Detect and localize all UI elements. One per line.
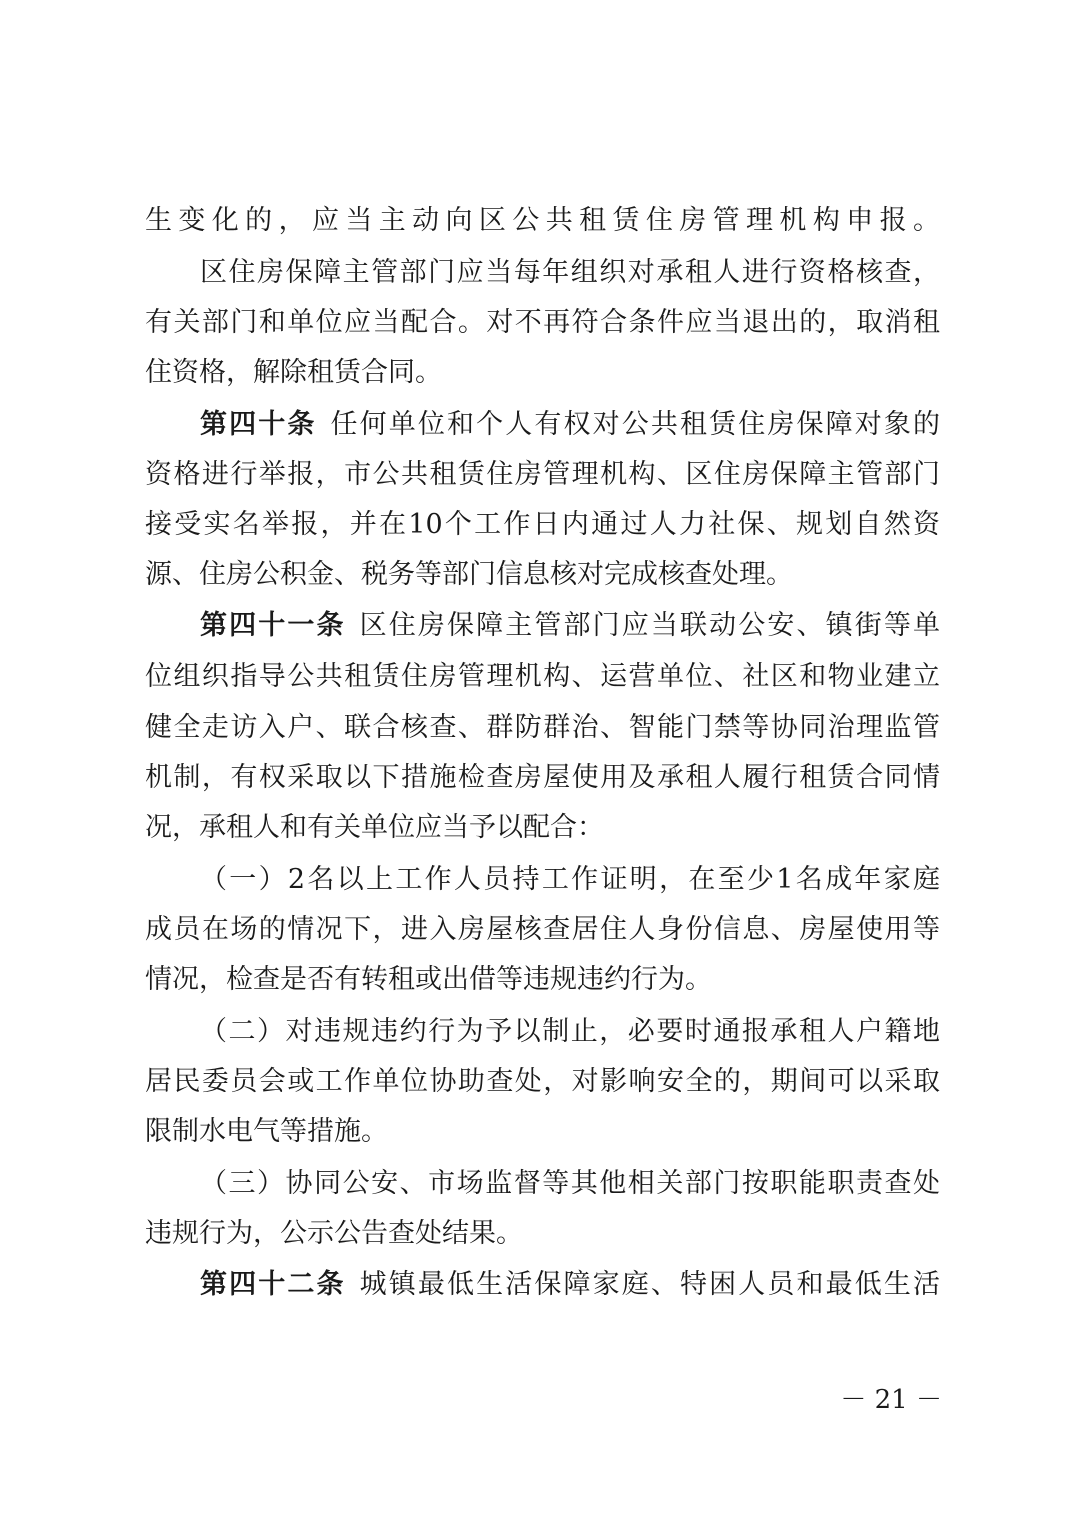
text-line: 任何单位和个人有权对公共租赁住房保障对象的 [330,409,940,440]
text-line: 资格进行举报，市公共租赁住房管理机构、区住房保障主管部门 [145,459,940,490]
text-line: 位组织指导公共租赁住房管理机构、运营单位、社区和物业建立 [145,661,940,692]
text-line: 违规行为，公示公告查处结果。 [145,1218,523,1249]
article-42-first-line [200,1260,940,1310]
text-line: 住资格，解除租赁合同。 [145,357,442,388]
text-line: 区住房保障主管部门应当每年组织对承租人进行资格核查， [200,257,940,288]
article-42-heading: 第四十二条 [200,1269,346,1300]
text-line: 生变化的，应当主动向区公共租赁住房管理机构申报。 [145,205,940,236]
text-line: 机制，有权采取以下措施检查房屋使用及承租人履行租赁合同情 [145,762,940,793]
text-line: 区住房保障主管部门应当联动公安、镇街等单 [359,610,940,641]
text-line: 况，承租人和有关单位应当予以配合： [145,812,604,843]
article-41-first-line [200,601,940,651]
text-line: 情况，检查是否有转租或出借等违规违约行为。 [145,964,712,995]
text-line: （三）协同公安、市场监督等其他相关部门按职能职责查处 [200,1168,940,1199]
text-line: 城镇最低生活保障家庭、特困人员和最低生活 [359,1269,940,1300]
text-line: 限制水电气等措施。 [145,1116,388,1147]
text-line: 有关部门和单位应当配合。对不再符合条件应当退出的，取消租 [145,307,940,338]
text-line: 源、住房公积金、税务等部门信息核对完成核查处理。 [145,559,793,590]
page-number: － 21 － [840,1385,942,1415]
article-41-heading: 第四十一条 [200,610,346,641]
article-40-first-line [200,400,940,450]
text-line: （一）2名以上工作人员持工作证明，在至少1名成年家庭 [200,864,940,895]
text-line: （二）对违规违约行为予以制止，必要时通报承租人户籍地 [200,1016,940,1047]
article-40-heading: 第四十条 [200,409,317,440]
text-line: 成员在场的情况下，进入房屋核查居住人身份信息、房屋使用等 [145,914,940,945]
text-line: 居民委员会或工作单位协助查处，对影响安全的，期间可以采取 [145,1066,940,1097]
text-line: 健全走访入户、联合核查、群防群治、智能门禁等协同治理监管 [145,712,940,743]
text-line: 接受实名举报，并在10个工作日内通过人力社保、规划自然资 [145,509,940,540]
